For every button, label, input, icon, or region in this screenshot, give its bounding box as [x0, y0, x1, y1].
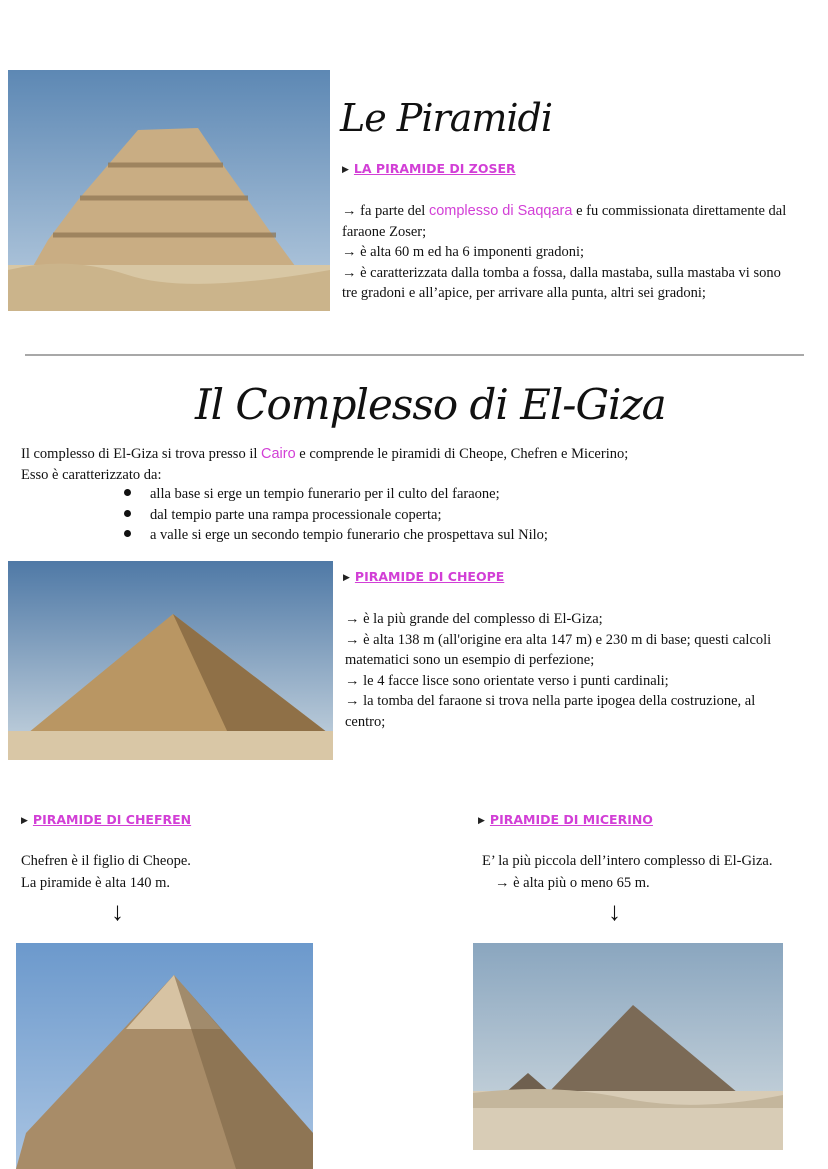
zoser-line-4: → è caratterizzata dalla tomba a fossa, dalla mastaba, sulla mastaba vi sono: [342, 264, 781, 281]
zoser-line-2: faraone Zoser;: [342, 223, 427, 240]
micerino-description: [482, 850, 772, 894]
micerino-pyramid-photo: [473, 943, 783, 1150]
zoser-line-1: [342, 201, 786, 222]
chefren-pyramid-photo: [16, 943, 313, 1169]
bullet-icon: [124, 530, 131, 537]
heading-cheope: [343, 569, 504, 584]
zoser-pyramid-photo: [8, 70, 330, 311]
bullet-text: dal tempio parte una rampa processionale coperta;: [150, 507, 442, 523]
bullet-item: [124, 527, 548, 544]
bullet-icon: [124, 510, 131, 517]
heading-micerino-label: PIRAMIDE DI MICERINO: [489, 812, 653, 827]
chefren-line: Chefren è il figlio di Cheope.: [21, 853, 191, 869]
bullet-icon: [124, 489, 131, 496]
highlight-saqqara: complesso di Saqqara: [428, 203, 573, 219]
cheope-line: → è alta 138 m (all'origine era alta 147 m) e 230 m di base; questi calcoli: [345, 631, 772, 648]
chefren-line: La piramide è alta 140 m.: [21, 875, 170, 891]
micerino-line: → è alta più o meno 65 m.: [495, 875, 650, 891]
cheope-pyramid-photo: [8, 561, 333, 760]
text: e fu commissionata direttamente dal: [572, 203, 787, 219]
text: e comprende le piramidi di Cheope, Chefren e Micerino;: [295, 446, 629, 462]
micerino-line: E’ la più piccola dell’intero complesso di El-Giza.: [482, 853, 773, 869]
title-le-piramidi: Le Piramidi: [340, 96, 553, 140]
title-el-giza: Il Complesso di El-Giza: [195, 380, 666, 429]
bullet-item: [124, 486, 500, 503]
giza-intro-line-1: [21, 444, 628, 465]
triangle-bullet-icon: ▶: [343, 573, 350, 583]
triangle-bullet-icon: ▶: [21, 816, 28, 826]
section-divider: [25, 354, 804, 356]
heading-cheope-label: PIRAMIDE DI CHEOPE: [354, 569, 505, 584]
heading-zoser: [342, 161, 516, 176]
cheope-description: [345, 609, 771, 732]
bullet-text: a valle si erge un secondo tempio funerario che prospettava sul Nilo;: [150, 527, 548, 543]
arrow-down-icon: ↓: [608, 897, 621, 926]
giza-intro-line-2: Esso è caratterizzato da:: [21, 466, 162, 483]
highlight-cairo: Cairo: [261, 446, 296, 462]
text: → fa parte del: [342, 203, 429, 219]
chefren-description: [21, 850, 191, 894]
heading-micerino: [478, 812, 653, 827]
triangle-bullet-icon: ▶: [342, 165, 349, 175]
cheope-line: matematici sono un esempio di perfezione;: [345, 652, 595, 668]
zoser-line-5: tre gradoni e all’apice, per arrivare alla punta, altri sei gradoni;: [342, 285, 706, 301]
zoser-line-3: → è alta 60 m ed ha 6 imponenti gradoni;: [342, 244, 585, 260]
zoser-description: [342, 201, 786, 304]
cheope-line: centro;: [345, 713, 386, 730]
bullet-text: alla base si erge un tempio funerario per il culto del faraone;: [150, 486, 500, 502]
bullet-item: [124, 507, 442, 524]
heading-zoser-label: LA PIRAMIDE DI ZOSER: [353, 161, 516, 176]
cheope-line: → è la più grande del complesso di El-Giza;: [345, 611, 603, 627]
giza-intro: [21, 444, 628, 485]
text: Il complesso di El-Giza si trova presso il: [21, 446, 262, 462]
heading-chefren-label: PIRAMIDE DI CHEFREN: [32, 812, 192, 827]
triangle-bullet-icon: ▶: [478, 816, 485, 826]
arrow-down-icon: ↓: [111, 897, 124, 926]
cheope-line: → la tomba del faraone si trova nella parte ipogea della costruzione, al: [345, 693, 756, 709]
heading-chefren: [21, 812, 191, 827]
cheope-line: → le 4 facce lisce sono orientate verso i punti cardinali;: [345, 672, 669, 689]
